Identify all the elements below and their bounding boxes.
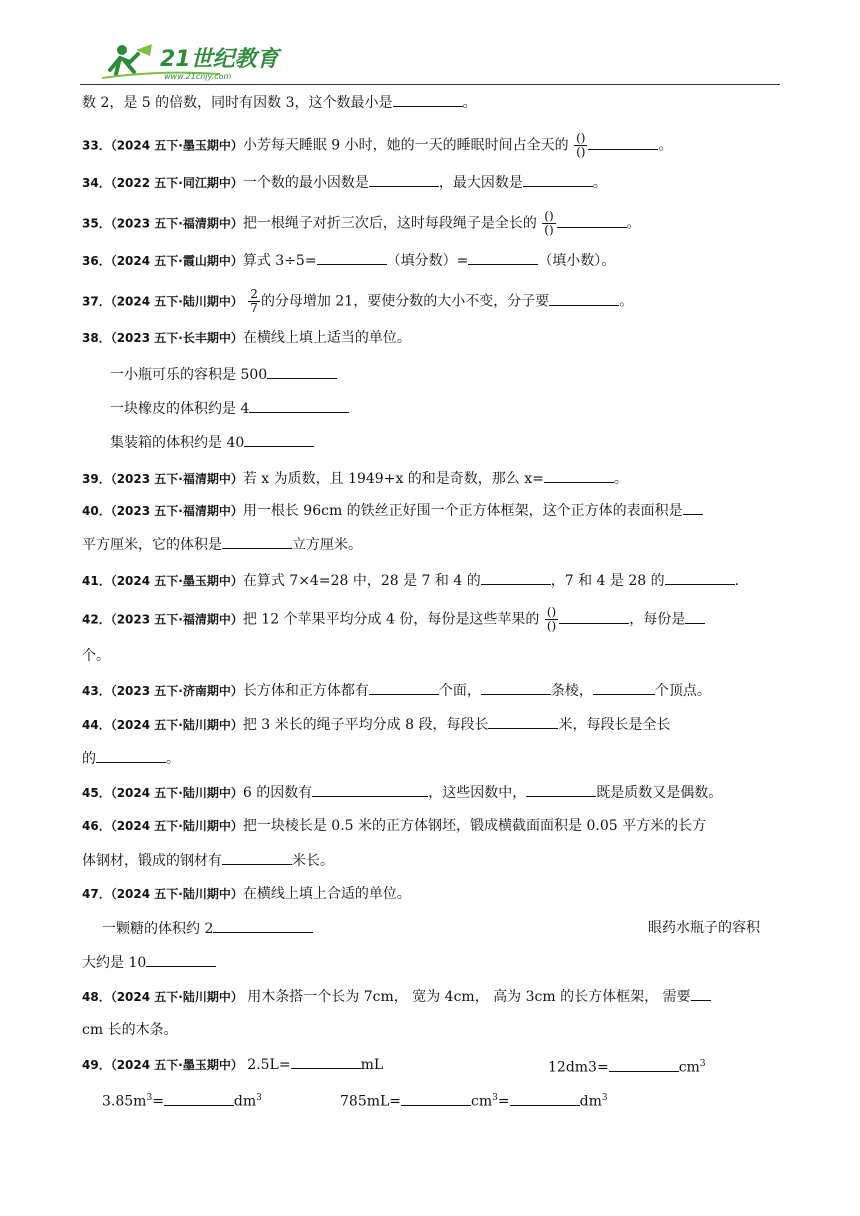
fraction: $\frac{()}{()}$ (546, 605, 557, 633)
answer-blank[interactable] (222, 850, 292, 865)
answer-blank[interactable] (691, 986, 711, 1001)
question-43: 43．（2023 五下·济南期中）长方体和正方体都有 个面， 条棱， 个顶点。 (82, 680, 711, 701)
question-44-cont: 的 。 (82, 748, 180, 769)
answer-blank[interactable] (544, 468, 614, 483)
q38-item-3: 集装箱的体积约是 40 (110, 432, 314, 453)
answer-blank[interactable] (593, 680, 655, 695)
question-49: 49．（2024 五下·墨玉期中） 2.5L= mL (82, 1054, 383, 1075)
answer-blank[interactable] (488, 714, 558, 729)
answer-blank[interactable] (549, 291, 619, 306)
question-44: 44．（2024 五下·陆川期中）把 3 米长的绳子平均分成 8 段，每段长 米，每段长是全长 (82, 714, 670, 735)
question-34: 34．（2022 五下·同江期中）一个数的最小因数是 ，最大因数是 。 (82, 172, 607, 193)
answer-blank[interactable] (96, 748, 166, 763)
answer-blank[interactable] (557, 213, 627, 228)
fraction: $\frac{()}{()}$ (544, 209, 554, 237)
answer-blank[interactable] (164, 1091, 234, 1106)
question-42-cont: 个。 (82, 648, 110, 664)
logo-21cnjy (100, 40, 290, 82)
answer-blank[interactable] (481, 680, 551, 695)
question-45: 45．（2024 五下·陆川期中）6 的因数有 ，这些因数中， 既是质数又是偶数。 (82, 782, 722, 803)
answer-blank[interactable] (244, 432, 314, 447)
answer-blank[interactable] (393, 92, 463, 107)
q47-item-2-cont: 大约是 10 (82, 952, 216, 973)
question-41: 41．（2024 五下·墨玉期中）在算式 7×4=28 中，28 是 7 和 4 的 ，7 和 4 是 28 的 . (82, 570, 739, 591)
fraction: $\frac{2}{7}$ (250, 287, 258, 315)
q49-part-c: $3.85m^3= dm^3$ (102, 1088, 262, 1112)
question-48: 48．（2024 五下·陆川期中） 用木条搭一个长为 7cm， 宽为 4cm， 高为 3cm 的长方体框架， 需要 (82, 986, 711, 1007)
answer-blank[interactable] (481, 570, 551, 585)
q38-item-2: 一块橡皮的体积约是 4 (110, 398, 349, 419)
answer-blank[interactable] (267, 364, 337, 379)
q47-item-2: 眼药水瓶子的容积 (648, 920, 760, 936)
question-36: 36．（2024 五下·霞山期中）算式 3÷5= （填分数）= （填小数）。 (82, 250, 615, 271)
question-46-cont: 体钢材，锻成的钢材有 米长。 (82, 850, 334, 871)
answer-blank[interactable] (369, 172, 439, 187)
q49-part-b: $12dm3= cm^3$ (548, 1054, 706, 1078)
answer-blank[interactable] (291, 1054, 361, 1069)
answer-blank[interactable] (609, 1057, 679, 1072)
answer-blank[interactable] (249, 398, 349, 413)
q47-item-1: 一颗糖的体积约 2 (102, 918, 313, 939)
header-rule (80, 84, 780, 85)
answer-blank[interactable] (401, 1091, 471, 1106)
q49-part-d: $785mL= cm^3= dm^3$ (340, 1088, 608, 1112)
question-33: 33．（2024 五下·墨玉期中）小芳每天睡眠 9 小时，她的一天的睡眠时间占全天的 $\frac{()}{()}$ 。 (82, 131, 673, 159)
q38-item-1: 一小瓶可乐的容积是 500 (110, 364, 337, 385)
svg-text:21世纪教育: 21世纪教育 (160, 47, 279, 72)
question-37: 37．（2024 五下·陆川期中） $\frac{2}{7}$ 的分母增加 21，要使分数的大小不变，分子要 。 (82, 287, 634, 315)
answer-blank[interactable] (317, 250, 387, 265)
question-38: 38．（2023 五下·长丰期中）在横线上填上适当的单位。 (82, 330, 411, 346)
answer-blank[interactable] (526, 782, 596, 797)
answer-blank[interactable] (510, 1091, 580, 1106)
answer-blank[interactable] (559, 609, 629, 624)
fraction: $\frac{()}{()}$ (576, 131, 586, 159)
answer-blank[interactable] (685, 609, 705, 624)
answer-blank[interactable] (312, 782, 428, 797)
question-39: 39．（2023 五下·福清期中）若 x 为质数，且 1949+x 的和是奇数，那么 x= 。 (82, 468, 628, 489)
answer-blank[interactable] (468, 250, 538, 265)
answer-blank[interactable] (665, 570, 735, 585)
question-35: 35．（2023 五下·福清期中）把一根绳子对折三次后，这时每段绳子是全长的 $\frac{()}{()}$ 。 (82, 209, 641, 237)
answer-blank[interactable] (523, 172, 593, 187)
q32-tail: 数 2，是 5 的倍数，同时有因数 3，这个数最小是 。 (82, 92, 477, 113)
svg-text:www.21cnjy.com: www.21cnjy.com (164, 72, 232, 81)
question-48-cont: cm 长的木条。 (82, 1022, 178, 1038)
question-46: 46．（2024 五下·陆川期中）把一块棱长是 0.5 米的正方体钢坯，锻成横截面面积是 0.05 平方米的长方 (82, 818, 707, 834)
page-header (80, 38, 780, 86)
answer-blank[interactable] (213, 918, 313, 933)
answer-blank[interactable] (588, 135, 658, 150)
answer-blank[interactable] (369, 680, 439, 695)
answer-blank[interactable] (222, 534, 292, 549)
question-40: 40．（2023 五下·福清期中）用一根长 96cm 的铁丝正好围一个正方体框架，这个正方体的表面积是 (82, 500, 703, 521)
question-47: 47．（2024 五下·陆川期中）在横线上填上合适的单位。 (82, 886, 411, 902)
answer-blank[interactable] (683, 500, 703, 515)
question-42: 42．（2023 五下·福清期中）把 12 个苹果平均分成 4 份，每份是这些苹果的 $\frac{()}{()}$ ，每份是 (82, 606, 705, 633)
answer-blank[interactable] (146, 952, 216, 967)
question-40-cont: 平方厘米，它的体积是 立方厘米。 (82, 534, 362, 555)
